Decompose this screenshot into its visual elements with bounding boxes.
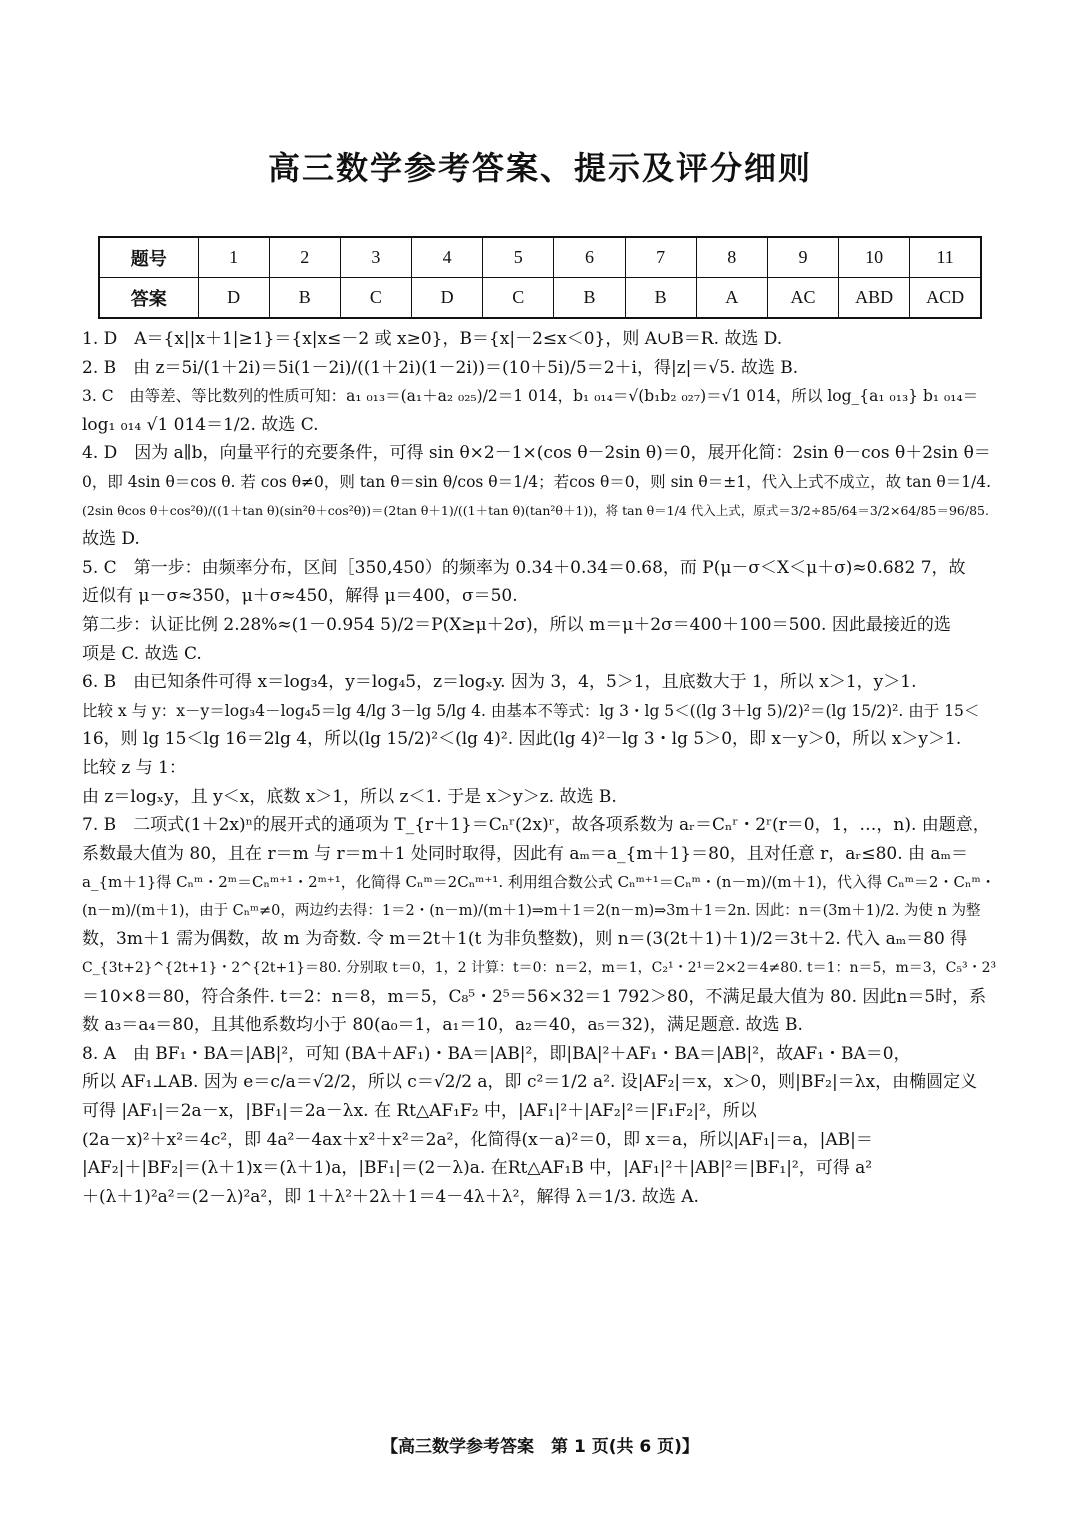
number-header-cell: 题号 — [99, 237, 198, 278]
solution-line: a_{m＋1}得 Cₙᵐ・2ᵐ＝Cₙᵐ⁺¹・2ᵐ⁺¹，化简得 Cₙᵐ＝2Cₙᵐ⁺¹. 利用组合数公式 Cₙᵐ⁺¹＝Cₙᵐ・(n－m)/(m＋1)，代入得 Cₙᵐ＝2・Cₙᵐ・ — [82, 873, 996, 892]
question-number-cell: 10 — [839, 237, 910, 278]
solution-line: 4. D 因为 a∥b，向量平行的充要条件，可得 sin θ×2－1×(cos θ－2sin θ)＝0，展开化简：2sin θ－cos θ＋2sin θ＝ — [82, 443, 991, 464]
page-title: 高三数学参考答案、提示及评分细则 — [267, 149, 812, 187]
solution-line: 数 a₃＝a₄＝80，且其他系数均小于 80(a₀＝1，a₁＝10，a₂＝40，a₅＝32)，满足题意. 故选 B. — [82, 1015, 803, 1036]
solution-line: 近似有 μ－σ≈350，μ＋σ≈450，解得 μ＝400，σ＝50. — [82, 586, 518, 607]
answer-header-cell: 答案 — [99, 278, 198, 319]
solution-line: 6. B 由已知条件可得 x＝log₃4，y＝log₄5，z＝logₓy. 因为 3，4，5＞1，且底数大于 1，所以 x＞1，y＞1. — [82, 672, 917, 693]
solution-line: |AF₂|＋|BF₂|＝(λ＋1)x＝(λ＋1)a，|BF₁|＝(2－λ)a. 在Rt△AF₁B 中，|AF₁|²＋|AB|²＝|BF₁|²，可得 a² — [82, 1158, 873, 1179]
answer-cell: B — [269, 278, 340, 319]
solution-line: 1. D A＝{x||x＋1|≥1}＝{x|x≤－2 或 x≥0}，B＝{x|－2≤x＜0}，则 A∪B＝R. 故选 D. — [82, 329, 783, 349]
solution-line: 比较 z 与 1： — [82, 757, 186, 778]
question-number-cell: 4 — [412, 237, 483, 278]
solution-line: 8. A 由 BF₁・BA＝|AB|²，可知 (BA＋AF₁)・BA＝|AB|²，即|BA|²＋AF₁・BA＝|AB|²，故AF₁・BA＝0， — [82, 1043, 911, 1064]
answer-cell: AC — [767, 278, 838, 319]
question-number-cell: 1 — [198, 237, 269, 278]
question-number-cell: 9 — [767, 237, 838, 278]
solution-line: 故选 D. — [82, 529, 140, 550]
solution-line: 2. B 由 z＝5i/(1＋2i)＝5i(1－2i)/((1＋2i)(1－2i))＝(10＋5i)/5＝2＋i，得|z|＝√5. 故选 B. — [82, 357, 799, 378]
answer-cell: ACD — [910, 278, 981, 319]
page-footer: 【高三数学参考答案 第 1 页(共 6 页)】 — [381, 1437, 699, 1457]
solution-line: log₁ ₀₁₄ √1 014＝1/2. 故选 C. — [82, 414, 319, 435]
solution-line: (2a－x)²＋x²＝4c²，即 4a²－4ax＋x²＋x²＝2a²，化简得(x－a)²＝0，即 x＝a，所以|AF₁|＝a，|AB|＝ — [82, 1129, 873, 1150]
answer-cell: D — [198, 278, 269, 319]
solution-line: 项是 C. 故选 C. — [82, 643, 202, 664]
solution-line: 0，即 4sin θ＝cos θ. 若 cos θ≠0，则 tan θ＝sin θ/cos θ＝1/4；若cos θ＝0，则 sin θ＝±1，代入上式不成立，故 tan θ＝1/4. — [82, 472, 992, 491]
solution-line: 16，则 lg 15＜lg 16＝2lg 4，所以(lg 15/2)²＜(lg 4)². 因此(lg 4)²－lg 3・lg 5＞0，即 x－y＞0，所以 x＞y＞1. — [82, 729, 962, 750]
solution-line: ＝10×8＝80，符合条件. t＝2：n＝8，m＝5，C₈⁵・2⁵＝56×32＝1 792＞80，不满足最大值为 80. 因此n＝5时，系 — [82, 986, 987, 1007]
solution-line: ＋(λ＋1)²a²＝(2－λ)²a²，即 1＋λ²＋2λ＋1＝4－4λ＋λ²，解得 λ＝1/3. 故选 A. — [82, 1186, 699, 1207]
solution-line: 所以 AF₁⊥AB. 因为 e＝c/a＝√2/2，所以 c＝√2/2 a，即 c²＝1/2 a². 设|AF₂|＝x，x＞0，则|BF₂|＝λx，由椭圆定义 — [82, 1072, 978, 1093]
answer-table-answer-row — [99, 278, 981, 319]
answer-cell: D — [412, 278, 483, 319]
question-number-cell: 8 — [696, 237, 767, 278]
answer-cell: B — [625, 278, 696, 319]
solution-line: 可得 |AF₁|＝2a－x，|BF₁|＝2a－λx. 在 Rt△AF₁F₂ 中，|AF₁|²＋|AF₂|²＝|F₁F₂|²，所以 — [82, 1101, 757, 1122]
answer-cell: ABD — [839, 278, 910, 319]
question-number-cell: 5 — [483, 237, 554, 278]
question-number-cell: 2 — [269, 237, 340, 278]
solution-line: 5. C 第一步：由频率分布，区间［350,450）的频率为 0.34＋0.34＝0.68，而 P(μ－σ＜X＜μ＋σ)≈0.682 7，故 — [82, 557, 966, 578]
answer-table — [98, 236, 982, 319]
solution-line: (2sin θcos θ＋cos²θ)/((1＋tan θ)(sin²θ＋cos²θ))＝(2tan θ＋1)/((1＋tan θ)(tan²θ＋1))，将 tan θ＝1/4 代入上式，原式＝3/2÷85/64＝3/2×64/85＝96/85. — [82, 502, 989, 518]
question-number-cell: 11 — [910, 237, 981, 278]
solution-line: 第二步：认证比例 2.28%≈(1－0.954 5)/2＝P(X≥μ＋2σ)，所以 m＝μ＋2σ＝400＋100＝500. 因此最接近的选 — [82, 614, 951, 635]
solution-line: (n－m)/(m＋1)，由于 Cₙᵐ≠0，两边约去得：1＝2・(n－m)/(m＋1)⇒m＋1＝2(n－m)⇒3m＋1＝2n. 因此：n＝(3m＋1)/2. 为使 n 为整 — [82, 902, 981, 919]
question-number-cell: 7 — [625, 237, 696, 278]
solution-line: 比较 x 与 y：x－y＝log₃4－log₄5＝lg 4/lg 3－lg 5/lg 4. 由基本不等式：lg 3・lg 5＜((lg 3＋lg 5)/2)²＝(lg 15/2)². 由于 15＜ — [82, 701, 980, 720]
solution-line: 由 z＝logₓy，且 y＜x，底数 x＞1，所以 z＜1. 于是 x＞y＞z. 故选 B. — [82, 786, 617, 807]
answer-cell: A — [696, 278, 767, 319]
question-number-cell: 3 — [340, 237, 411, 278]
answer-cell: C — [483, 278, 554, 319]
answer-cell: C — [340, 278, 411, 319]
solution-line: 系数最大值为 80，且在 r＝m 与 r＝m＋1 处同时取得，因此有 aₘ＝a_{m＋1}＝80，且对任意 r，aᵣ≤80. 由 aₘ＝ — [82, 843, 968, 864]
solution-line: 3. C 由等差、等比数列的性质可知：a₁ ₀₁₃＝(a₁＋a₂ ₀₂₅)/2＝1 014，b₁ ₀₁₄＝√(b₁b₂ ₀₂₇)＝√1 014，所以 log_{a₁ ₀₁₃} b₁ ₀₁₄＝ — [82, 387, 979, 406]
answer-table-number-row — [99, 237, 981, 278]
question-number-cell: 6 — [554, 237, 625, 278]
solution-line: C_{3t+2}^{2t+1}・2^{2t+1}＝80. 分别取 t＝0，1，2 计算：t＝0：n＝2，m＝1，C₂¹・2¹＝2×2＝4≠80. t＝1：n＝5，m＝3，C₅³・2³ — [82, 960, 997, 977]
solution-line: 7. B 二项式(1＋2x)ⁿ的展开式的通项为 T_{r＋1}＝Cₙʳ(2x)ʳ，故各项系数为 aᵣ＝Cₙʳ・2ʳ(r＝0，1，…，n). 由题意， — [82, 815, 990, 836]
solutions-body — [82, 325, 1002, 1211]
solution-line: 数，3m＋1 需为偶数，故 m 为奇数. 令 m＝2t＋1(t 为非负整数)，则 n＝(3(2t＋1)＋1)/2＝3t＋2. 代入 aₘ＝80 得 — [82, 929, 968, 950]
answer-cell: B — [554, 278, 625, 319]
